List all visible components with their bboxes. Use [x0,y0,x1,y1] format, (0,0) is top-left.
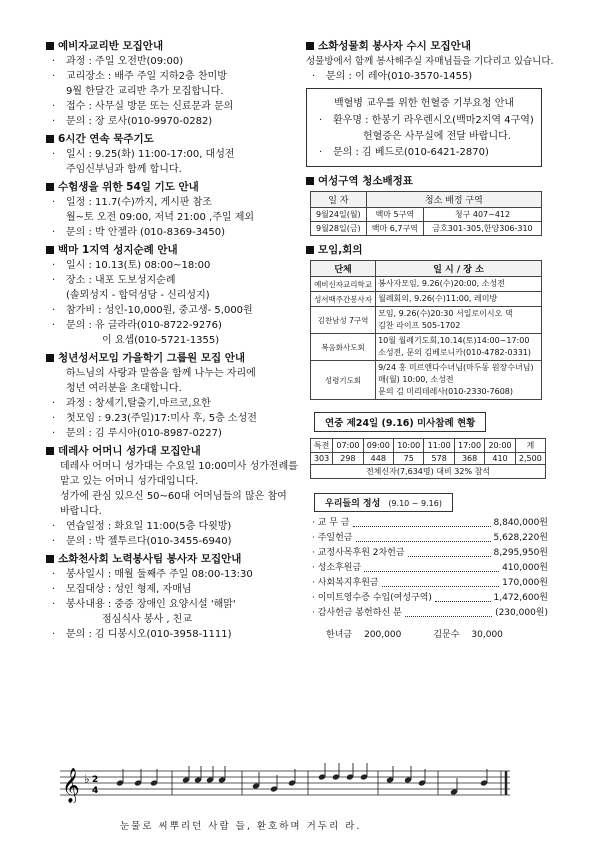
notice-line [52,426,296,441]
line-bullet: · [52,149,56,160]
notice-line [52,519,296,534]
notice-line [60,459,296,474]
offering-title [314,493,453,512]
offering-row [312,561,548,576]
notice-line [52,54,296,69]
table-row [311,292,542,307]
line-bullet: · [52,101,56,112]
box-line: · 문의 : 김 베드로(010-6421-2870) [319,147,489,158]
line-text: 봉사내용 : 중증 장애인 요양시설 '해맑' [66,599,236,610]
notice-line [66,288,296,303]
line-bullet: · [52,305,56,316]
section-title [46,551,296,566]
line-text: 일시 : 9.25(화) 11:00-17:00, 대성전 [66,149,235,160]
section-title [46,350,296,365]
section-title-text: 청년성서모임 가을학기 그룹원 모집 안내 [58,352,246,364]
offering-label: · 감사헌금 봉헌하신 분 [312,608,402,618]
table-cell [376,307,542,334]
line-text: 월~토 오전 09:00, 저녁 21:00 ,주일 제외 [66,212,255,223]
donor-amount: 30,000 [471,630,503,640]
section-title [46,443,296,458]
notice-line [52,396,296,411]
table-cell: 백마 6,7구역 [366,222,423,236]
section-title-text: 소화성물회 봉사자 수시 모집안내 [318,40,471,52]
dot-leader [405,606,492,617]
svg-text:♭: ♭ [84,772,90,786]
notice-line [60,489,296,504]
offering-label: · 교 무 금 [312,518,350,528]
box-line-text: 헌혈증은 사무실에 전달 바랍니다. [363,131,511,142]
table-cell: 예비신자교리학교 [311,277,376,292]
donation-request-box [306,88,542,167]
dot-leader [356,531,491,542]
line-text: 일시 : 10.13(토) 08:00~18:00 [66,260,211,271]
table-header: 10:00 [394,439,424,453]
notice-line [52,195,296,210]
section-title-text: 수험생을 위한 54일 기도 안내 [58,181,199,193]
line-text: 모집대상 : 성인 형제, 자매님 [66,584,192,595]
notice-line [102,612,296,627]
section-title [46,131,296,146]
offering-row [312,591,548,606]
square-bullet-icon [46,555,54,563]
line-bullet: · [52,275,56,286]
table-cell: 성서백주간봉사자 [311,292,376,307]
notice-line [66,210,296,225]
cell-line: 9/24 홍 미르엔다수녀님(마두동 원장수녀님) [378,363,534,372]
offering-amount: 8,840,000원 [493,518,548,528]
notice-line [52,567,296,582]
table-cell: 303 [311,453,333,465]
table-cell: 448 [363,453,393,465]
offering-amount: 8,295,950원 [493,548,548,558]
table-row [311,361,542,400]
line-bullet: · [52,629,56,640]
line-bullet: · [52,413,56,424]
line-text: 과정 : 창세기,탈출기,마르코,요한 [66,398,211,409]
dot-leader [364,561,499,572]
offering-row [312,546,548,561]
section-title [306,38,548,53]
attendance-title: 연중 제24일 (9.16) 미사참례 현황 [314,412,486,432]
cell-line: 10월 월례기도회,10.14(토)14:00~17:00 [378,336,530,345]
line-bullet: · [52,521,56,532]
notice-line [52,147,296,162]
dot-leader [435,591,491,602]
section-title [306,173,548,188]
square-bullet-icon [306,42,314,50]
section-title-text: 소화천사회 노력봉사팀 봉사자 모집안내 [58,553,242,565]
table-header: 20:00 [485,439,515,453]
line-text: 일정 : 11.7(수)까지, 게시판 참조 [66,197,212,208]
square-bullet-icon [306,246,314,254]
table-header: 특전 [311,439,333,453]
cell-line: 봉사자모임, 9.26(수)20:00, 소성전 [378,279,505,288]
offering-amount: 170,000원 [502,578,548,588]
box-line [363,129,535,145]
notice-line [66,162,296,177]
line-text: 바랍니다. [60,506,102,517]
line-text: 장소 : 내포 도보성지순례 [66,275,176,286]
table-header: 17:00 [454,439,484,453]
table-cell: 410 [485,453,515,465]
table-row [311,208,542,222]
table-cell: 복음화사도회 [311,334,376,361]
offering-row [312,516,548,531]
table-header: 일 시 / 장 소 [376,261,542,277]
line-text: 참가비 : 성인-10,000원, 중고생- 5,000원 [66,305,253,316]
notice-line [52,582,296,597]
square-bullet-icon [46,447,54,455]
notice-line [52,627,296,642]
line-text: 청년 여러분을 초대합니다. [66,383,182,394]
table-cell [376,292,542,307]
line-bullet: · [52,227,56,238]
line-bullet: · [52,320,56,331]
donor-name: 한녀금 [326,630,353,640]
square-bullet-icon [46,42,54,50]
box-line-text: 환우명 : 한봉기 라우렌시오(백마2지역 4구역) [333,115,534,126]
meetings-table [310,260,542,400]
attendance-table [310,438,546,479]
box-title: 백혈병 교우를 위한 헌혈증 기부요청 안내 [333,98,515,109]
notice-line [52,303,296,318]
dot-leader [382,576,499,587]
notice-line [52,411,296,426]
notice-line [52,99,296,114]
line-text: 데레사 어머니 성가대는 수요일 10:00미사 성가전례를 [60,461,298,472]
cell-line: 월례회의, 9.26(수)11:00, 레미방 [378,294,498,303]
left-column [46,36,296,642]
line-text: 주임신부님과 함께 합니다. [66,164,182,175]
table-row [311,307,542,334]
table-header: 청소 배정 구역 [366,192,541,208]
line-bullet: · [52,428,56,439]
line-text: 맡고 있는 어머니 성가대입니다. [60,476,199,487]
donor-name: 김문수 [433,630,460,640]
section-title-text: 모임,회의 [318,244,363,256]
square-bullet-icon [46,183,54,191]
table-cell: 368 [454,453,484,465]
box-line-text: 문의 : 김 베드로(010-6421-2870) [333,147,489,158]
line-text: 접수 : 사무실 방문 또는 신료문과 문의 [66,101,234,112]
section-title-text: 백마 1지역 성지순례 안내 [58,244,178,256]
notice-line [66,366,296,381]
offering-label: · 이미트영수증 수입(여성구역) [312,593,432,603]
offering-amount: 1,472,600원 [493,593,548,603]
notice-line [66,84,296,99]
table-row [311,277,542,292]
table-row [311,222,542,236]
section-title [46,179,296,194]
table-header: 09:00 [363,439,393,453]
line-bullet: · [52,398,56,409]
line-bullet: · [52,116,56,127]
table-cell: 75 [394,453,424,465]
section-title-text: 여성구역 청소배정표 [318,175,413,187]
line-text: 문의 : 김 디봉시오(010-3958-1111) [66,629,232,640]
line-text: 첫모임 : 9.23(주일)17:미사 후, 5층 소성전 [66,413,257,424]
table-cell [376,334,542,361]
line-text: 문의 : 장 로사(010-9970-0282) [66,116,213,127]
line-text: 문의 : 박 안젤라 (010-8369-3450) [66,227,226,238]
box-line: · 환우명 : 한봉기 라우렌시오(백마2지역 4구역) [319,115,534,126]
line-bullet: · [52,584,56,595]
contact-text: 문의 : 이 레아(010-3570-1455) [326,71,473,82]
table-cell: 9월24일(월) [311,208,367,222]
offering-amount: 410,000원 [502,563,548,573]
line-bullet: · [52,71,56,82]
donor-amount: 200,000 [364,630,402,640]
offering-row [312,531,548,546]
offering-row [312,576,548,591]
notice-line [52,273,296,288]
notice-line [52,318,296,333]
table-row [311,334,542,361]
svg-text:2: 2 [92,775,99,785]
line-text: 이 요셉(010-5721-1355) [102,335,220,346]
dot-leader [408,546,491,557]
cell-line: 김찬 라이프 505-1702 [378,321,461,330]
table-header: 일 자 [311,192,367,208]
table-cell: 9월28일(금) [311,222,367,236]
section-title [46,242,296,257]
table-cell [376,361,542,400]
square-bullet-icon [46,354,54,362]
notice-line [60,474,296,489]
notice-line [52,225,296,240]
dot-leader [353,516,491,527]
line-bullet: · [52,197,56,208]
table-header: 단체 [311,261,376,277]
cell-line: 문의 김 미리데레사(010-2330-7608) [378,387,514,396]
table-cell: 금호301-305,한양306-310 [424,222,542,236]
section-title [306,242,548,257]
line-text: 봉사일시 : 매월 둘째주 주일 08:00-13:30 [66,569,253,580]
line-text: 문의 : 유 글라라(010-8722-9276) [66,320,222,331]
song-lyrics: 눈물로 씨뿌리던 사람 들, 환호하며 거두리 라. [120,821,362,832]
line-bullet: · [52,569,56,580]
cell-line: 모임, 9.26(수)20:30 서일로이시오 댁 [378,309,513,318]
table-cell: 성령기도회 [311,361,376,400]
line-bullet: · [52,56,56,67]
line-text: 성가에 관심 있으신 50~60대 어머님들의 많은 참여 [60,491,287,502]
notice-line [102,333,296,348]
section-title [46,38,296,53]
line-text: 문의 : 박 젤투르다(010-3455-6940) [66,536,232,547]
line-text: 교리장소 : 배주 주일 지하2층 찬미방 [66,71,227,82]
right-column [306,36,554,640]
notice-line [52,114,296,129]
notice-line [60,504,296,519]
line-text: 하느님의 사랑과 말씀을 함께 나누는 자리에 [66,368,256,379]
line-text: 9월 한달간 교리반 추가 모집합니다. [66,86,224,97]
notice-line [52,534,296,549]
offering-label: · 교정사목후원 2차헌금 [312,548,405,558]
notice-line [52,258,296,273]
table-cell: 298 [333,453,363,465]
square-bullet-icon [46,135,54,143]
table-header: 11:00 [424,439,454,453]
table-header: 계 [515,439,545,453]
table-cell: 578 [424,453,454,465]
section-title-text: 예비자교리반 모집안내 [58,40,164,52]
table-cell [376,277,542,292]
music-staff [60,763,512,803]
line-text: 과정 : 주일 오전반(09:00) [66,56,184,67]
donor-list [326,627,548,640]
notice-line [52,597,296,612]
cleaning-table [310,191,542,236]
cell-line: 매(월) 10:00, 소성전 [378,375,454,384]
line-bullet: · [52,260,56,271]
table-cell: 청구 407~412 [424,208,542,222]
attendance-summary: 전체신자(7,634명) 대비 32% 참석 [311,465,546,479]
table-cell: 2,500 [515,453,545,465]
line-text: 점심식사 봉사 , 친교 [102,614,192,625]
offering-label: · 성소후원금 [312,563,362,573]
cell-line: 소성전, 문의 김베로니카(010-4782-0331) [378,348,532,357]
offering-amount: (230,000원) [495,608,548,618]
offering-amount: 5,628,220원 [493,533,548,543]
notice-line [52,69,296,84]
treble-clef-icon: 𝄞 [62,768,80,803]
section-title-text: 데레사 어머니 성가대 모집안내 [58,445,201,457]
offering-title-text: 우리들의 정성 [325,499,381,509]
offering-row [312,606,548,621]
offering-label: · 사회복지후원금 [312,578,379,588]
svg-text:4: 4 [92,786,99,796]
offering-period: (9.10 ~ 9.16) [388,499,442,508]
table-cell: 백마 5구역 [366,208,423,222]
offering-label: · 주일헌금 [312,533,353,543]
notice-line [66,381,296,396]
line-bullet: · [52,536,56,547]
table-header: 07:00 [333,439,363,453]
square-bullet-icon [306,177,314,185]
table-cell: 김찬남성 7구역 [311,307,376,334]
volunteer-text: 성물방에서 함께 봉사해주실 자매님들을 기다리고 있습니다. [306,56,554,67]
section-title-text: 6시간 연속 묵주기도 [58,133,154,145]
line-text: (솔뫼성지 - 합덕성당 - 신리성지) [66,290,210,301]
line-bullet: · [52,599,56,610]
square-bullet-icon [46,246,54,254]
line-text: 문의 : 김 루시아(010-8987-0227) [66,428,222,439]
volunteer-contact: · 문의 : 이 레아(010-3570-1455) [312,71,473,82]
line-text: 연습일정 : 화요일 11:00(5층 다윗방) [66,521,232,532]
